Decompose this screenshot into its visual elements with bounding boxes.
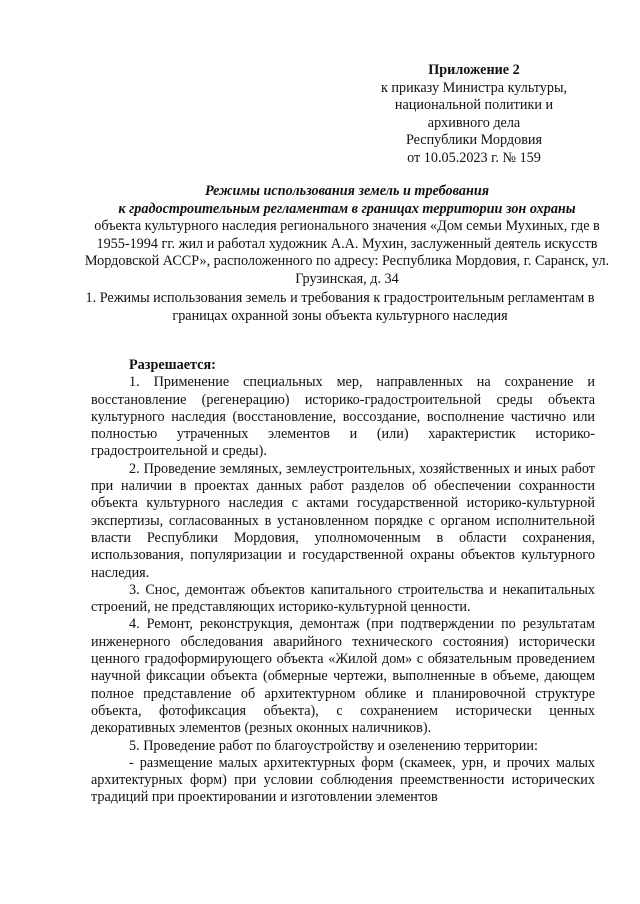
paragraph: 4. Ремонт, реконструкция, демонтаж (при подтверждении по результатам инженерного обследования аварийного технического состояния) исторически ценного градоформирующего объекта «Жилой дом» с обязательным проведением научной фиксации объекта (обмерные чертежи, выполненные в объеме, дающем полное представление об архитектурном облике и планировочной структуре объекта, фотофиксация объекта), с сохранением исторически ценных декоративных элементов (резных оконных наличников).: [91, 616, 595, 737]
paragraph: 5. Проведение работ по благоустройству и озеленению территории:: [129, 737, 538, 754]
appendix-line: Республики Мордовия: [405, 132, 543, 148]
appendix-line: от 10.05.2023 г. № 159: [407, 149, 541, 166]
document-title-line-2: к градостроительным регламентам в границах территории зон охраны: [118, 200, 576, 217]
document-body: [91, 357, 595, 807]
document-title-line-1: Режимы использования земель и требования: [204, 183, 490, 199]
allowed-heading: Разрешается:: [129, 357, 216, 373]
document-title: [80, 183, 614, 289]
paragraph: 3. Снос, демонтаж объектов капитального строительства и некапитальных строений, не представляющих историко-культурной ценности.: [91, 581, 595, 616]
appendix-line: национальной политики и: [394, 97, 554, 113]
appendix-block: [360, 62, 588, 167]
appendix-line: к приказу Министра культуры,: [380, 79, 568, 96]
appendix-line: архивного дела: [427, 114, 521, 131]
paragraph: - размещение малых архитектурных форм (скамеек, урн, и прочих малых архитектурных форм) при условии соблюдения преемственности исторических традиций при проектировании и изготовлении элементов: [91, 754, 595, 806]
section-heading: 1. Режимы использования земель и требования к градостроительным регламентам в границах охранной зоны объекта культурного наследия: [85, 290, 595, 324]
document-subtitle: объекта культурного наследия регионального значения «Дом семьи Мухиных, где в 1955-1994 гг. жил и работал художник А.А. Мухин, заслуженный деятель искусств Мордовской АССР», расположенного по адресу: Республика Мордовия, г. Саранск, ул. Грузинская, д. 34: [84, 218, 610, 287]
appendix-title: Приложение 2: [428, 62, 520, 78]
paragraph: 1. Применение специальных мер, направленных на сохранение и восстановление (регенерацию) историко-градостроительной среды объекта культурного наследия (восстановление, воссоздание, восполнение частично или полностью утраченных элементов и (или) характеристик историко-градостроительной и среды).: [91, 374, 595, 460]
paragraph: 2. Проведение земляных, землеустроительных, хозяйственных и иных работ при наличии в проектах данных работ разделов об обеспечении сохранности объекта культурного наследия с актами государственной историко-культурной экспертизы, согласованных в установленном порядке с органом исполнительной власти Республики Мордовия, уполномоченным в области сохранения, использования, популяризации и государственной охраны объектов культурного наследия.: [91, 460, 595, 581]
